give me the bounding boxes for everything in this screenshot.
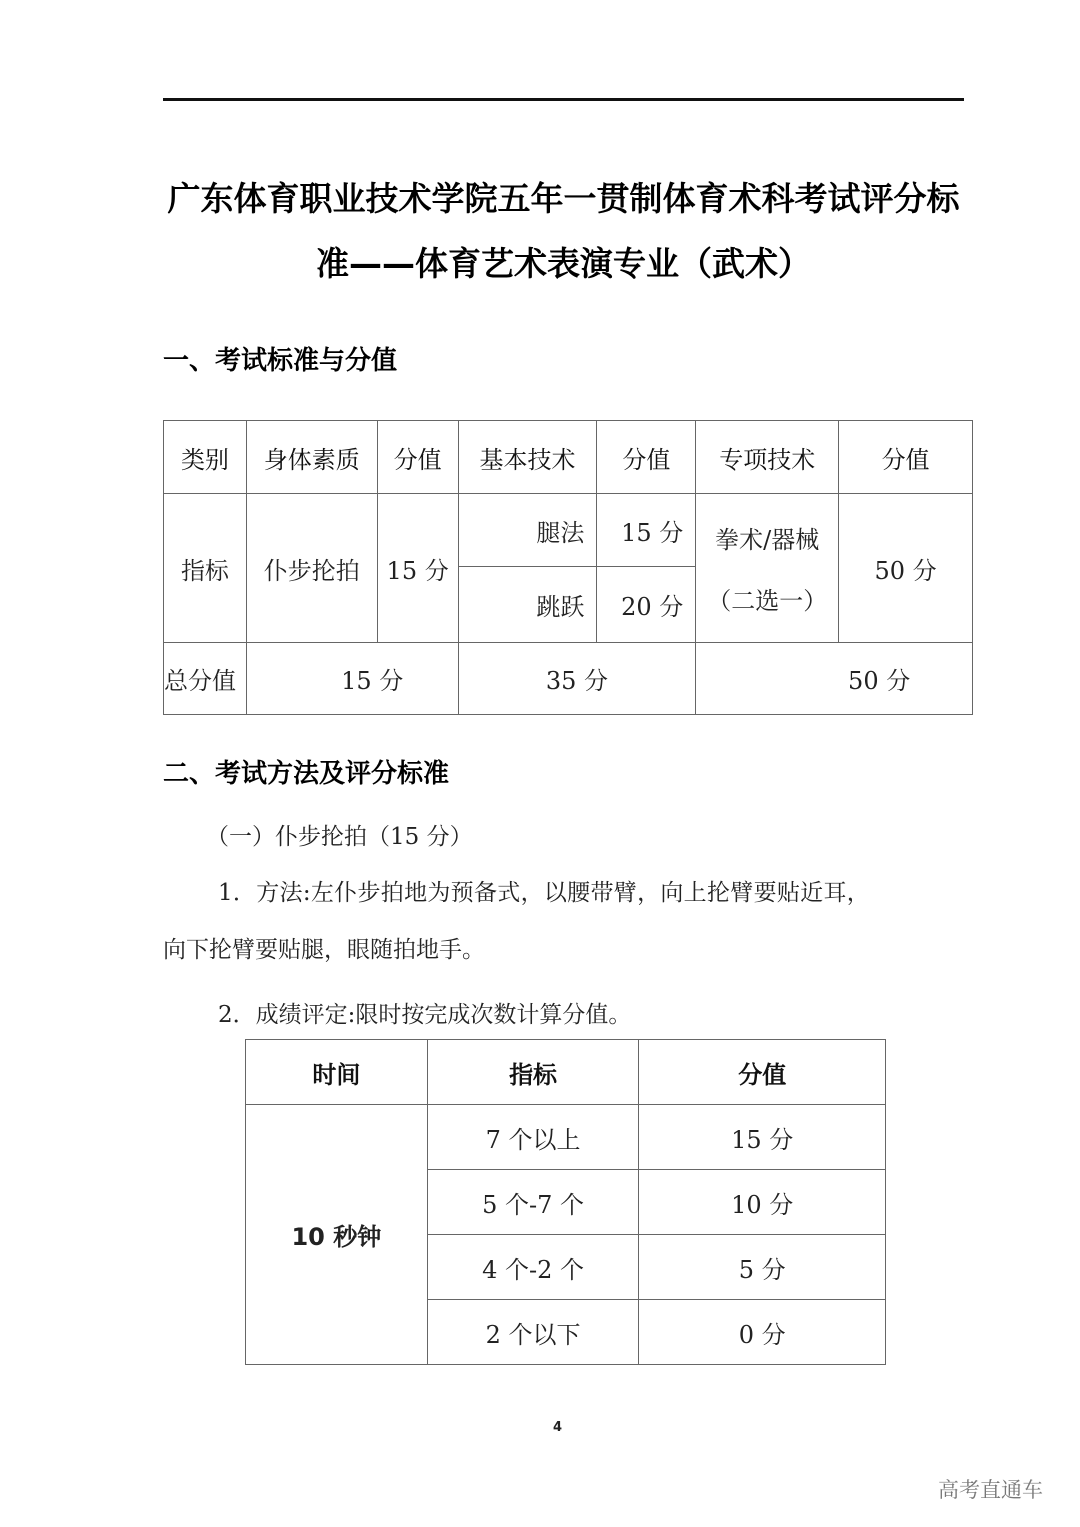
total-basic: 35 分 <box>458 643 696 715</box>
scoring-table <box>245 1039 886 1365</box>
table-row <box>164 494 973 567</box>
special-score: 50 分 <box>839 494 973 643</box>
header-cell: 基本技术 <box>458 421 597 494</box>
header-rule <box>163 98 964 101</box>
basic-item: 跳跃 <box>458 567 597 643</box>
physical-score: 15 分 <box>377 494 458 643</box>
header-cell: 身体素质 <box>246 421 377 494</box>
header-cell: 指标 <box>427 1040 639 1105</box>
basic-score: 15 分 <box>597 494 696 567</box>
standards-table <box>163 420 973 715</box>
header-cell: 分值 <box>639 1040 886 1105</box>
header-cell: 时间 <box>246 1040 428 1105</box>
method-line2: 向下抡臂要贴腿，眼随拍地手。 <box>163 937 485 963</box>
special-item <box>696 494 839 643</box>
criterion-cell: 5 个-7 个 <box>427 1170 639 1235</box>
subheading: （一）仆步抡拍（15 分） <box>206 824 473 850</box>
watermark: 高考直通车 <box>938 1478 1043 1502</box>
header-cell: 分值 <box>597 421 696 494</box>
score-cell: 15 分 <box>639 1105 886 1170</box>
section2-heading: 二、考试方法及评分标准 <box>163 759 450 789</box>
page-number: 4 <box>553 1420 563 1435</box>
header-cell: 分值 <box>377 421 458 494</box>
section1-heading: 一、考试标准与分值 <box>163 346 398 376</box>
table-header-row <box>246 1040 886 1105</box>
document-title-line1: 广东体育职业技术学院五年一贯制体育术科考试评分标 <box>167 179 960 218</box>
criterion-cell: 2 个以下 <box>427 1300 639 1365</box>
criterion-cell: 4 个-2 个 <box>427 1235 639 1300</box>
header-cell: 专项技术 <box>696 421 839 494</box>
time-cell: 10 秒钟 <box>246 1105 428 1365</box>
special-line1: 拳术/器械 <box>715 526 820 554</box>
physical-item: 仆步抡拍 <box>246 494 377 643</box>
total-row <box>164 643 973 715</box>
document-title-line2: 准——体育艺术表演专业（武术） <box>316 244 811 283</box>
row-label: 指标 <box>164 494 247 643</box>
score-cell: 0 分 <box>639 1300 886 1365</box>
score-cell: 5 分 <box>639 1235 886 1300</box>
total-special: 50 分 <box>696 643 973 715</box>
total-label: 总分值 <box>164 643 247 715</box>
score-cell: 10 分 <box>639 1170 886 1235</box>
total-physical: 15 分 <box>246 643 458 715</box>
table-header-row <box>164 421 973 494</box>
basic-item: 腿法 <box>458 494 597 567</box>
scoring-line: 2．成绩评定:限时按完成次数计算分值。 <box>218 1002 632 1028</box>
header-cell: 分值 <box>839 421 973 494</box>
method-line1: 1．方法:左仆步拍地为预备式，以腰带臂，向上抡臂要贴近耳， <box>218 880 871 906</box>
basic-score: 20 分 <box>597 567 696 643</box>
table-row <box>246 1105 886 1170</box>
special-line2: （二选一） <box>707 587 828 615</box>
criterion-cell: 7 个以上 <box>427 1105 639 1170</box>
header-cell: 类别 <box>164 421 247 494</box>
